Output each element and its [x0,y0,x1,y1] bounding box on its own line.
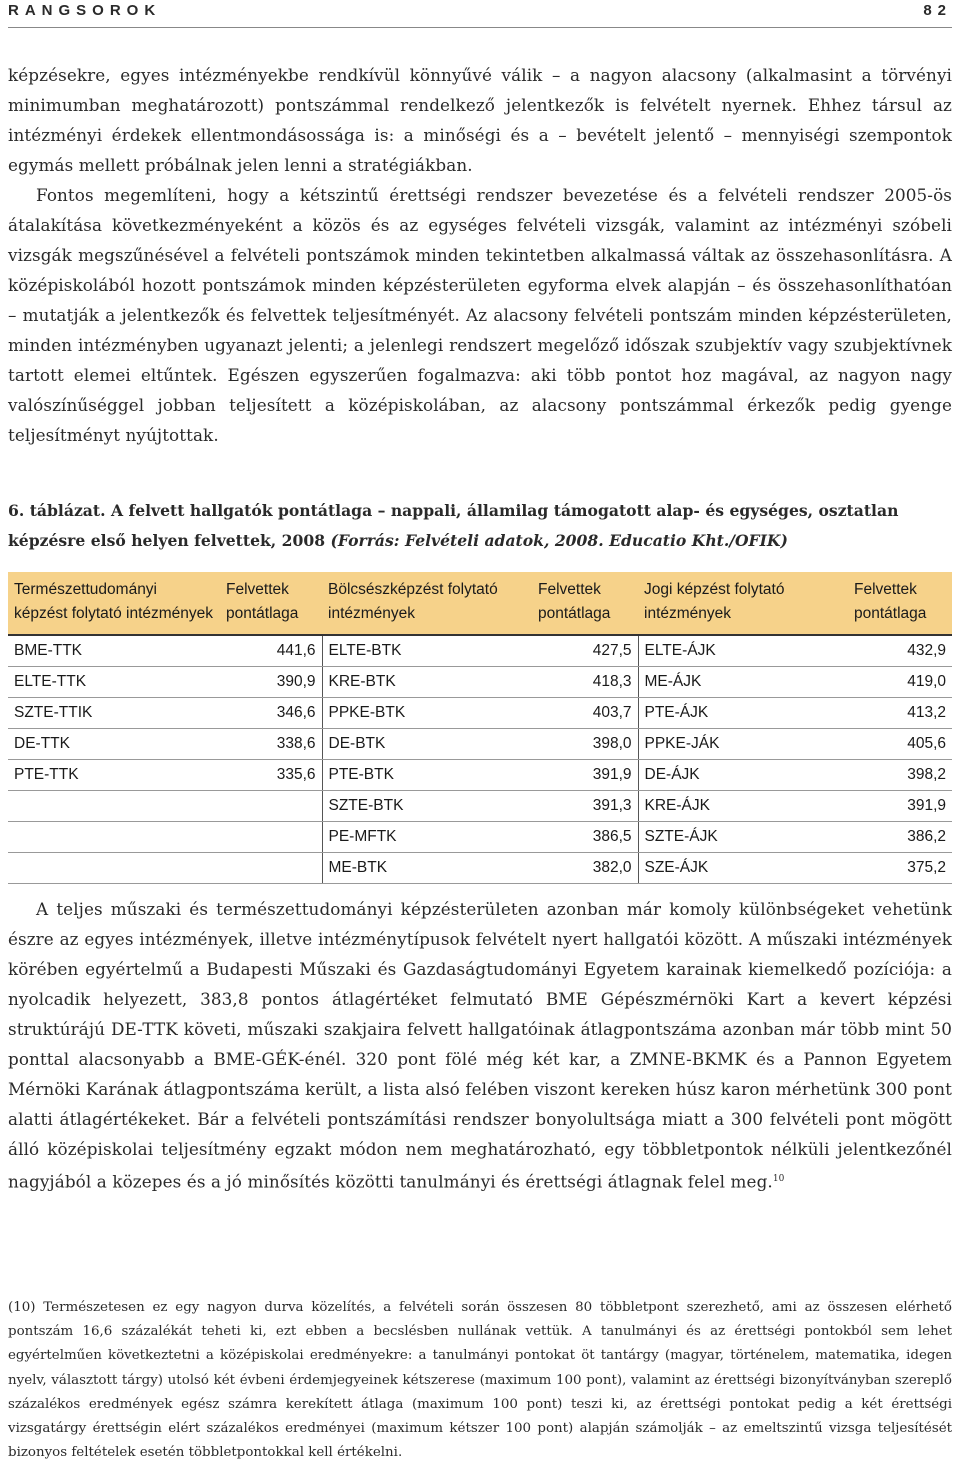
humanities-institution-cell: PPKE-BTK [322,698,532,729]
paragraph-1b: Fontos megemlíteni, hogy a kétszintű érettségi rendszer bevezetése és a felvételi rendszer 2005-ös átalakítása következményeként a közös és az egységes felvételi vizsgák, valamint az intézményi szóbeli vizsgák megszűnésével a felvételi pontszámok minden tekintetben alkalmassá váltak az összehasonlításra. A középiskolából hozott pontszámok minden képzésterületen egyforma elvek alapján – és összehasonlíthatóan – mutatják a jelentkezők és felvettek teljesítményét. Az alacsony felvételi pontszám minden képzésterületen, minden intézményben ugyanazt jelenti; a jelenlegi rendszert megelőző időszak szubjektív vagy szubjektívnek tartott elemei eltűntek. Egészen egyszerűen fogalmazva: aki több pontot hoz magával, az nagyon nagy valószínűséggel jobban teljesített a középiskolában, az alacsony pontszámmal érkezők pedig gyenge teljesítményt nyújtottak. [8,185,952,445]
section-title: RANGSOROK [8,2,162,19]
law-institution-cell: SZTE-ÁJK [638,822,848,853]
humanities-institution-cell: PE-MFTK [322,822,532,853]
header-law-institutions: Jogi képzést folytató intézmények [638,572,848,635]
humanities-institution-cell: KRE-BTK [322,667,532,698]
caption-title: A felvett hallgatók pontátlaga – nappali, államilag támogatott alap- és egységes, osztatlan képzésre első helyen felvettek, 2008 [8,501,899,550]
table-header-row [8,572,952,635]
header-humanities-average: Felvettek pontátlaga [532,572,638,635]
page-number: 82 [923,2,952,19]
law-average-cell: 398,2 [848,760,952,791]
humanities-average-cell: 418,3 [532,667,638,698]
science-average-cell [220,853,322,884]
running-header [8,0,952,26]
header-law-average: Felvettek pontátlaga [848,572,952,635]
paragraph-1a: képzésekre, egyes intézményekbe rendkívül könnyűvé válik – a nagyon alacsony (alkalmasint a törvényi minimumban meghatározott) pontszámmal rendelkező jelentkezők is felvételt nyernek. Ehhez társul az intézményi érdekek ellentmondásossága is: a minőségi és a – bevételt jelentő – mennyiségi szempontok egymás mellett próbálnak jelen lenni a stratégiákban. [8,65,952,175]
table-row [8,791,952,822]
science-average-cell: 390,9 [220,667,322,698]
science-average-cell: 346,6 [220,698,322,729]
header-humanities-institutions: Bölcsészképzést folytató intézmények [322,572,532,635]
humanities-institution-cell: ELTE-BTK [322,635,532,667]
caption-source: (Forrás: Felvételi adatok, 2008. Educatio Kht./OFIK) [330,531,788,550]
law-average-cell: 405,6 [848,729,952,760]
science-institution-cell: ELTE-TTK [8,667,220,698]
header-rule [8,27,952,28]
ranking-table [8,572,952,884]
law-institution-cell: ELTE-ÁJK [638,635,848,667]
humanities-institution-cell: SZTE-BTK [322,791,532,822]
law-institution-cell: PPKE-JÁK [638,729,848,760]
humanities-average-cell: 391,9 [532,760,638,791]
table-row [8,853,952,884]
body-paragraph-2 [8,894,952,1197]
humanities-institution-cell: ME-BTK [322,853,532,884]
law-average-cell: 391,9 [848,791,952,822]
law-average-cell: 432,9 [848,635,952,667]
paragraph-2-text: A teljes műszaki és természettudományi képzésterületen azonban már komoly különbségeket vehetünk észre az egyes intézmények, illetve intézménytípusok felvételt nyert hallgatói között. A műszaki intézmények körében egyértelmű a Budapesti Műszaki és Gazdaságtudományi Egyetem karainak kiemelkedő pozíciója: a nyolcadik helyezett, 383,8 pontos átlagértéket felmutató BME Gépészmérnöki Kart a kevert képzési struktúrájú DE-TTK követi, műszaki szakjaira felvett hallgatóinak átlagpontszáma azonban már több mint 50 ponttal alacsonyabb a BME-GÉK-énél. 320 pont fölé még két kar, a ZMNE-BKMK és a Pannon Egyetem Mérnöki Karának átlagpontszáma került, a lista alsó felében viszont kereken húsz karon mérhetünk 300 pont alatti átlagértékeket. Bár a felvételi pontszámítási rendszer bonyolultsága miatt a 300 felvételi pont mögött álló középiskolai teljesítmény egzakt módon nem meghatározható, egy többletpontok nélküli jelentkezőnél nagyjából a közepes és a jó minősítés közötti tanulmányi és érettségi átlagnak felel meg. [8,899,952,1192]
footnote-text: (10) Természetesen ez egy nagyon durva közelítés, a felvételi során összesen 80 többletpont szerezhető, ami az összesen elérhető pontszám 16,6 százalékát teheti ki, ezt ebben a becslésben nullának vettük. A tanulmányi és az érettségi pontokból sem lehet egyértelműen következtetni a középiskolai eredményekre: a tanulmányi pontokat öt tantárgy (magyar, történelem, matematika, idegen nyelv, választott tárgy) utolsó két évbeni érdemjegyeinek kétszerese (maximum 100 pont), valamint az érettségi bizonyítványban szereplő százalékos eredmények egész számra kerekített átlaga (maximum 100 pont) teszi ki, az érettségi pontokat pedig a két érettségi vizsgatárgy érettségin elért százalékos eredményei (maximum kétszer 100 pont) alapján számolják – az emeltszintű vizsga teljesítését bizonyos feltételek esetén többletpontokkal kell értékelni. [8,1300,952,1461]
header-science-average: Felvettek pontátlaga [220,572,322,635]
table-row [8,635,952,667]
science-average-cell [220,791,322,822]
science-institution-cell: PTE-TTK [8,760,220,791]
table-row [8,667,952,698]
science-institution-cell: BME-TTK [8,635,220,667]
law-average-cell: 386,2 [848,822,952,853]
table-caption [8,496,952,556]
science-institution-cell [8,822,220,853]
law-institution-cell: ME-ÁJK [638,667,848,698]
humanities-institution-cell: PTE-BTK [322,760,532,791]
table-row [8,729,952,760]
humanities-average-cell: 427,5 [532,635,638,667]
science-average-cell: 338,6 [220,729,322,760]
law-average-cell: 419,0 [848,667,952,698]
footnote-ref: 10 [772,1174,785,1184]
science-average-cell: 335,6 [220,760,322,791]
science-institution-cell: DE-TTK [8,729,220,760]
law-average-cell: 413,2 [848,698,952,729]
humanities-average-cell: 391,3 [532,791,638,822]
body-paragraph-1 [8,60,952,450]
humanities-institution-cell: DE-BTK [322,729,532,760]
table-row [8,760,952,791]
law-institution-cell: SZE-ÁJK [638,853,848,884]
caption-label: 6. táblázat. [8,501,106,520]
law-institution-cell: KRE-ÁJK [638,791,848,822]
table-row [8,698,952,729]
science-institution-cell [8,853,220,884]
humanities-average-cell: 386,5 [532,822,638,853]
law-institution-cell: PTE-ÁJK [638,698,848,729]
table-row [8,822,952,853]
footnote [8,1296,952,1465]
humanities-average-cell: 382,0 [532,853,638,884]
humanities-average-cell: 398,0 [532,729,638,760]
science-institution-cell [8,791,220,822]
science-average-cell [220,822,322,853]
law-average-cell: 375,2 [848,853,952,884]
science-average-cell: 441,6 [220,635,322,667]
law-institution-cell: DE-ÁJK [638,760,848,791]
header-science-institutions: Természettudományi képzést folytató intézmények [8,572,220,635]
humanities-average-cell: 403,7 [532,698,638,729]
science-institution-cell: SZTE-TTIK [8,698,220,729]
